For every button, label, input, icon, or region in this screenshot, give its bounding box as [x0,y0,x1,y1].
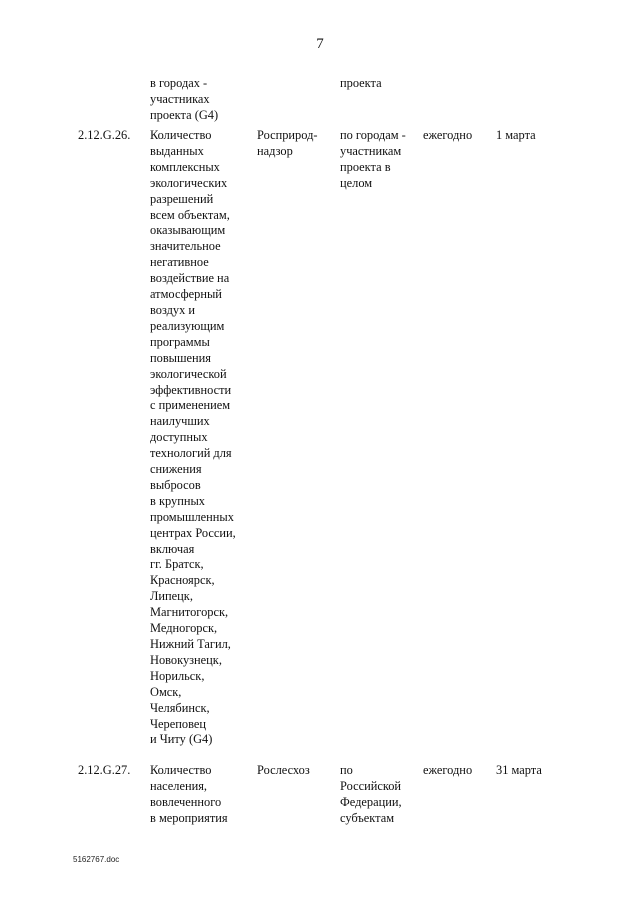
row-agency: Рослесхоз [257,763,310,777]
row-code: 2.12.G.26. [78,128,131,142]
table-row-continuation [0,76,640,128]
row-level: по Российской Федерации, субъектам [340,763,402,825]
row-agency: Росприрод- надзор [257,128,318,158]
row-code: 2.12.G.27. [78,763,131,777]
row-indicator-name: Количество выданных комплексных экологических разрешений всем объектам, оказывающим значительное негативное воздействие на атмосферный воздух и реализующим программы повышения экологической эффективности с применением наилучших доступных технологий для снижения выбросов в крупных промышленных центрах России, включая гг. Братск, Красноярск, Липецк, Магнитогорск, Медногорск, Нижний Тагил, Новокузнецк, Норильск, Омск, Челябинск, Череповец и Читу (G4) [150,128,236,747]
row-level: по городам - участникам проекта в целом [340,128,406,190]
row-deadline: 31 марта [496,763,542,777]
row-frequency: ежегодно [423,128,473,142]
row-indicator-name: в городах - участниках проекта (G4) [150,76,219,122]
row-frequency: ежегодно [423,763,473,777]
table-row-2-12-g-26 [0,128,640,763]
document-filename: 5162767.doc [73,855,120,864]
table-row-2-12-g-27 [0,763,640,833]
row-deadline: 1 марта [496,128,536,142]
row-indicator-name: Количество населения, вовлеченного в мероприятия [150,763,228,825]
page-number: 7 [316,36,324,52]
indicator-table [0,76,640,833]
row-level: проекта [340,76,382,90]
